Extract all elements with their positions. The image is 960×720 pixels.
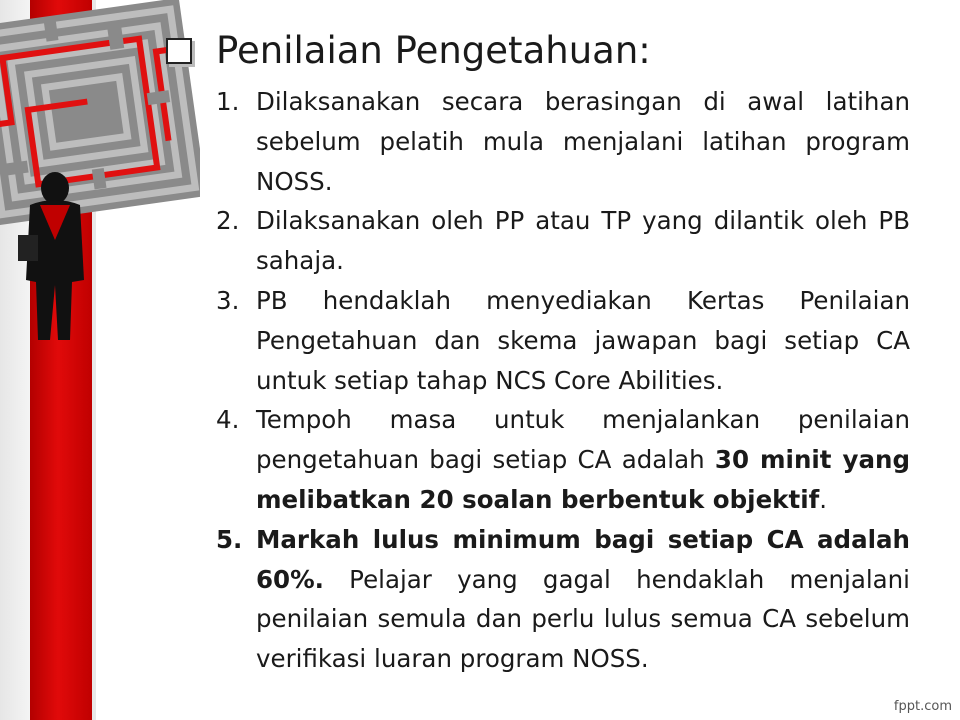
fppt-watermark: fppt.com [893, 699, 952, 714]
text-run: Tempoh masa untuk menjalankan penilaian pengetahuan bagi setiap CA adalah [256, 405, 910, 475]
list-item-text [256, 201, 910, 281]
list-item [216, 82, 910, 201]
text-run: Pelajar yang gagal hendaklah menjalani penilaian semula dan perlu lulus semua CA sebelum verifikasi luaran program NOSS. [256, 564, 910, 674]
text-run: Dilaksanakan secara berasingan di awal latihan sebelum pelatih mula menjalani latihan program NOSS. [256, 87, 910, 196]
list-item [216, 400, 910, 519]
title-row [166, 26, 651, 76]
numbered-list [216, 82, 910, 679]
text-run: Dilaksanakan oleh PP atau TP yang dilantik oleh PB sahaja. [256, 206, 910, 276]
list-item-text [256, 281, 910, 400]
text-run: PB hendaklah menyediakan Kertas Penilaian Pengetahuan dan skema jawapan bagi setiap CA untuk setiap tahap NCS Core Abilities. [256, 285, 910, 395]
list-item-number: 4. [216, 405, 240, 435]
list-item-text [256, 520, 910, 679]
bold-text-run: 30 minit yang melibatkan 20 soalan berbentuk objektif [256, 445, 910, 514]
text-run: . [819, 484, 828, 514]
list-item-text [256, 82, 910, 201]
list-item-text [256, 400, 910, 519]
list-item-number: 5. [216, 524, 243, 554]
list-item-number: 3. [216, 285, 240, 315]
slide-title: Penilaian Pengetahuan: [216, 29, 651, 72]
list-item-number: 1. [216, 87, 240, 116]
list-item-number: 2. [216, 206, 240, 236]
list-item [216, 201, 910, 281]
checkbox-bullet-icon [166, 38, 192, 64]
bold-text-run: Markah lulus minimum bagi setiap CA adalah 60%. [256, 524, 910, 594]
list-item [216, 520, 910, 679]
list-item [216, 281, 910, 400]
